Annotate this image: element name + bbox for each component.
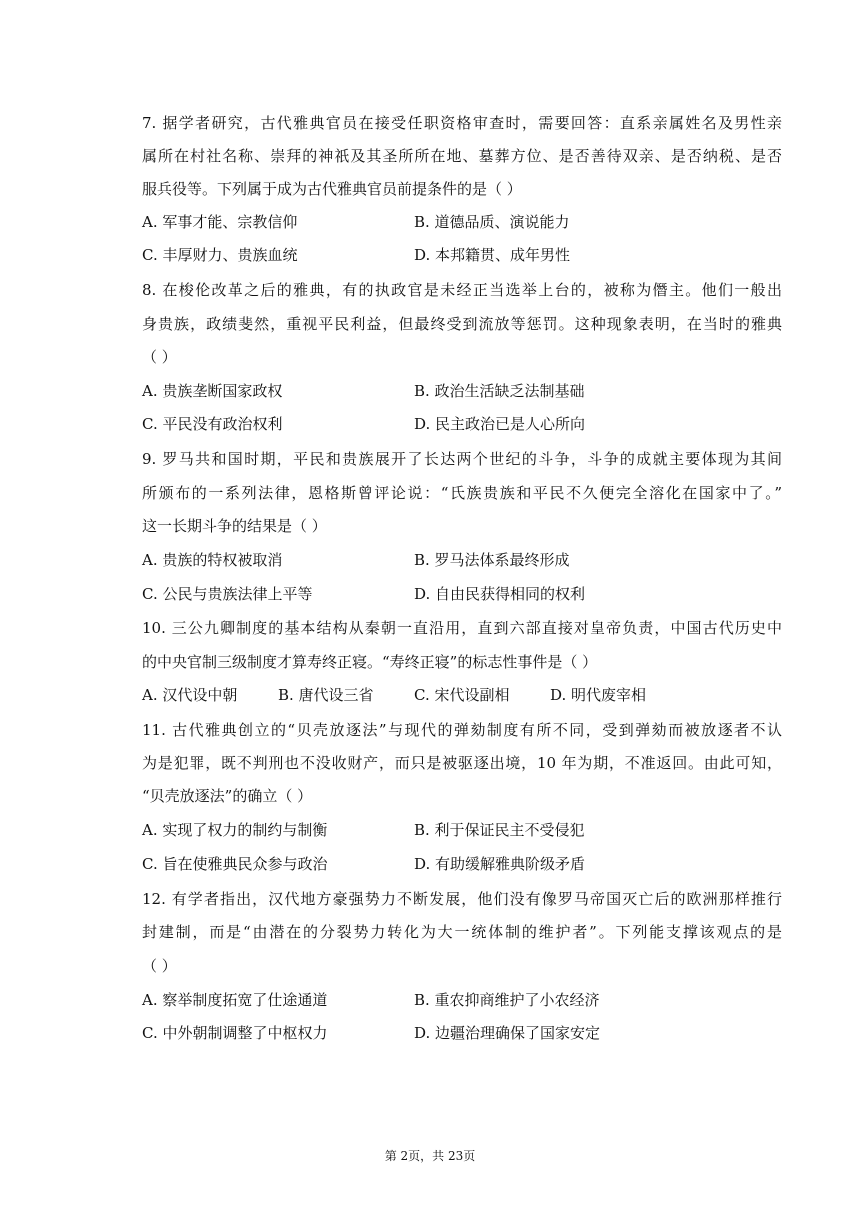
question-7-line-1: 7. 据学者研究，古代雅典官员在接受任职资格审查时，需要回答：直系亲属姓名及男性亲	[142, 114, 782, 132]
question-9-line-1: 9. 罗马共和国时期，平民和贵族展开了长达两个世纪的斗争，斗争的成就主要体现为其间	[142, 450, 782, 468]
question-7-line-3: 服兵役等。下列属于成为古代雅典官员前提条件的是（ ）	[142, 180, 522, 198]
question-10-line-2: 的中央官制三级制度才算寿终正寝。“寿终正寝”的标志性事件是（ ）	[142, 653, 598, 671]
question-12-line-2: 封建制，而是“由潜在的分裂势力转化为大一统体制的维护者”。下列能支撑该观点的是	[142, 923, 782, 941]
question-8-option-b: B. 政治生活缺乏法制基础	[414, 382, 585, 400]
question-9-line-3: 这一长期斗争的结果是（ ）	[142, 517, 327, 535]
question-7-option-c: C. 丰厚财力、贵族血统	[142, 246, 298, 264]
question-12-option-b: B. 重农抑商维护了小农经济	[414, 991, 600, 1009]
question-8-line-1: 8. 在梭伦改革之后的雅典，有的执政官是未经正当选举上台的，被称为僭主。他们一般出	[142, 281, 782, 299]
question-9-line-2: 所颁布的一系列法律，恩格斯曾评论说：“氏族贵族和平民不久便完全溶化在国家中了。”	[142, 484, 782, 502]
question-12-option-d: D. 边疆治理确保了国家安定	[414, 1024, 601, 1042]
question-7-option-d: D. 本邦籍贯、成年男性	[414, 246, 571, 264]
question-10-option-d: D. 明代废宰相	[550, 686, 647, 704]
question-12-line-3: （ ）	[142, 957, 177, 975]
question-11-line-3: “贝壳放逐法”的确立（ ）	[142, 787, 313, 805]
question-9-option-a: A. 贵族的特权被取消	[142, 551, 283, 569]
question-8-option-c: C. 平民没有政治权利	[142, 415, 283, 433]
question-11-line-2: 为是犯罪，既不判刑也不没收财产，而只是被驱逐出境，10 年为期，不准返回。由此可知，	[142, 754, 782, 772]
question-11-line-1: 11. 古代雅典创立的“贝壳放逐法”与现代的弹劾制度有所不同，受到弹劾而被放逐者不认	[142, 721, 782, 739]
question-9-option-c: C. 公民与贵族法律上平等	[142, 585, 313, 603]
question-11-option-d: D. 有助缓解雅典阶级矛盾	[414, 855, 586, 873]
question-11-option-b: B. 利于保证民主不受侵犯	[414, 821, 585, 839]
question-10-line-1: 10. 三公九卿制度的基本结构从秦朝一直沿用，直到六部直接对皇帝负责，中国古代历史中	[142, 619, 782, 637]
question-10-option-a: A. 汉代设中朝	[142, 686, 238, 704]
question-8-option-a: A. 贵族垄断国家政权	[142, 382, 283, 400]
question-9-option-d: D. 自由民获得相同的权利	[414, 585, 586, 603]
question-9-option-b: B. 罗马法体系最终形成	[414, 551, 570, 569]
page-footer: 第 2页，共 23页	[384, 1149, 476, 1163]
question-12-line-1: 12. 有学者指出，汉代地方豪强势力不断发展，他们没有像罗马帝国灭亡后的欧洲那样推行	[142, 890, 782, 908]
question-12-option-a: A. 察举制度拓宽了仕途通道	[142, 991, 328, 1009]
question-7-line-2: 属所在村社名称、崇拜的神祇及其圣所所在地、墓葬方位、是否善待双亲、是否纳税、是否	[142, 147, 782, 165]
question-8-option-d: D. 民主政治已是人心所向	[414, 415, 586, 433]
question-7-option-a: A. 军事才能、宗教信仰	[142, 213, 298, 231]
question-11-option-c: C. 旨在使雅典民众参与政治	[142, 855, 328, 873]
question-8-line-3: （ ）	[142, 348, 177, 366]
question-10-option-b: B. 唐代设三省	[278, 686, 374, 704]
question-10-option-c: C. 宋代设副相	[414, 686, 510, 704]
question-11-option-a: A. 实现了权力的制约与制衡	[142, 821, 328, 839]
question-8-line-2: 身贵族，政绩斐然，重视平民利益，但最终受到流放等惩罚。这种现象表明，在当时的雅典	[142, 315, 782, 333]
question-12-option-c: C. 中外朝制调整了中枢权力	[142, 1024, 328, 1042]
question-7-option-b: B. 道德品质、演说能力	[414, 213, 570, 231]
